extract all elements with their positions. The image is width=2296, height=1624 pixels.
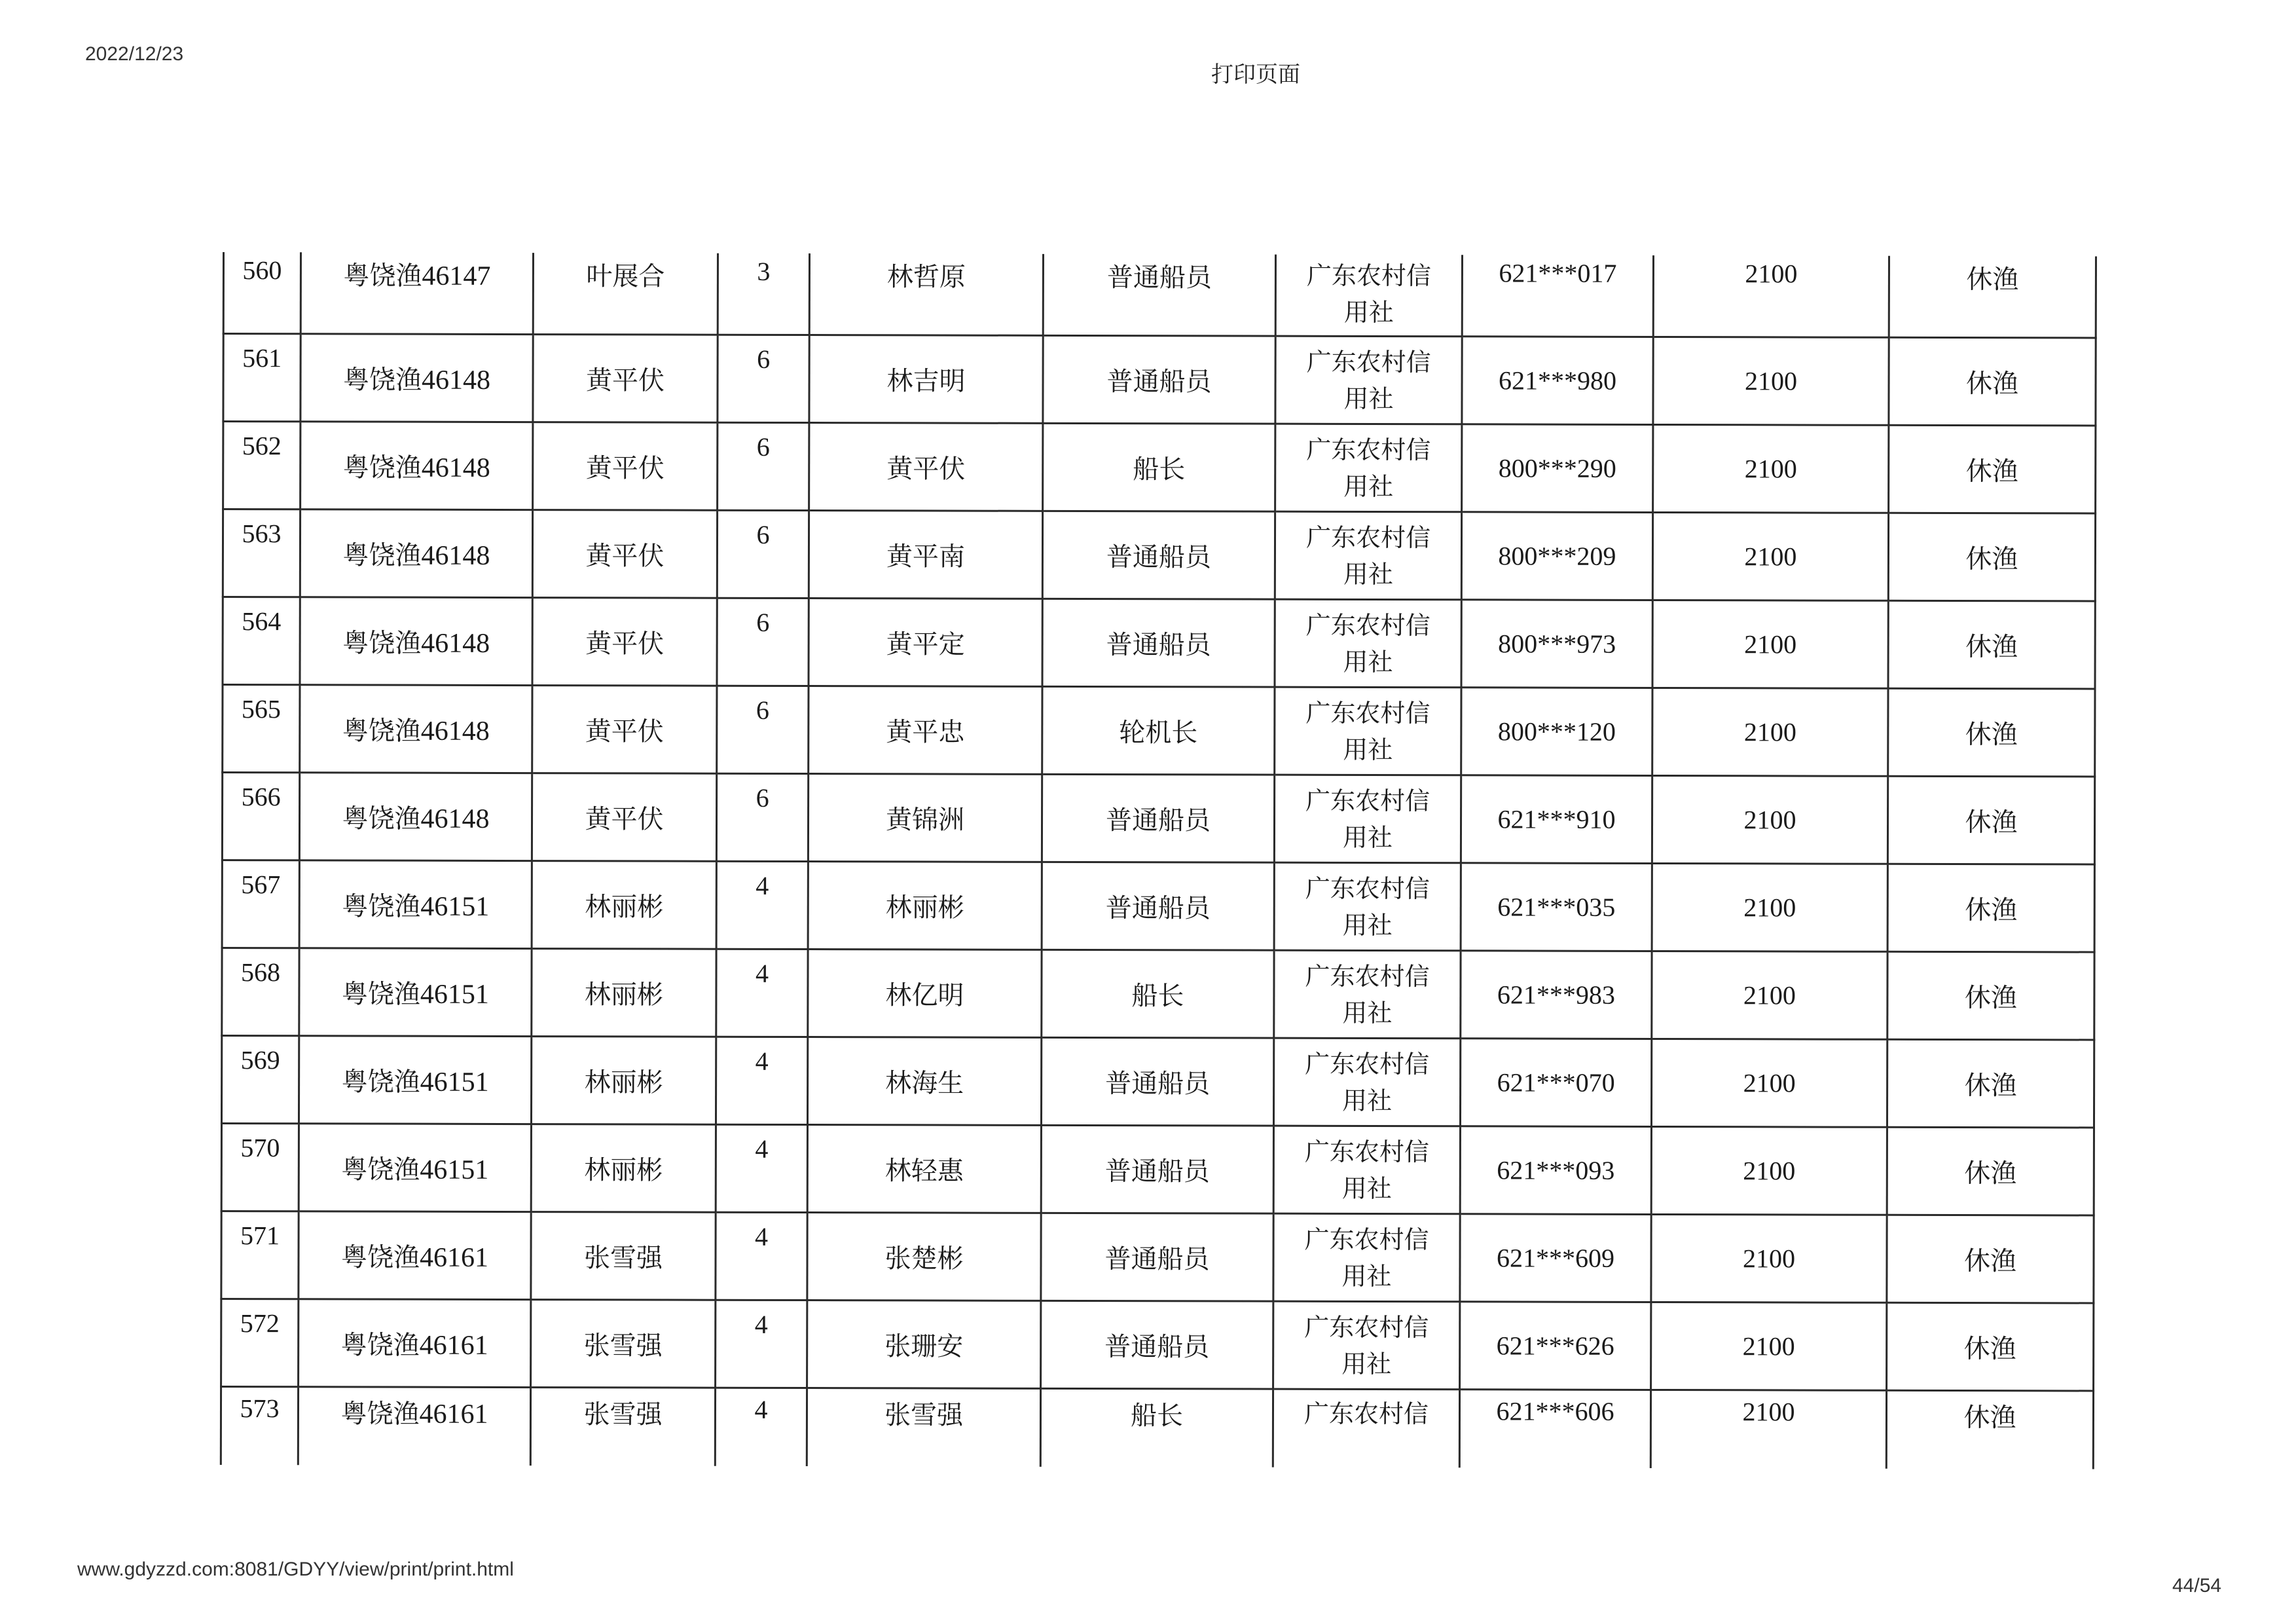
ship-prefix: 粤饶渔 xyxy=(340,1330,420,1361)
ship-id xyxy=(300,685,532,773)
crew-name: 林海生 xyxy=(807,1037,1041,1126)
print-date: 2022/12/23 xyxy=(85,43,184,65)
ship-id xyxy=(299,773,532,861)
ship-prefix: 粤饶渔 xyxy=(340,1399,420,1430)
crew-count: 4 xyxy=(716,1300,807,1388)
crew-count: 4 xyxy=(716,1124,807,1212)
ship-prefix: 粤饶渔 xyxy=(342,540,422,571)
crew-count: 6 xyxy=(718,422,809,510)
crew-count: 4 xyxy=(716,1037,807,1124)
crew-role: 船长 xyxy=(1043,423,1275,511)
ship-id xyxy=(299,860,532,949)
account-number: 621***035 xyxy=(1461,863,1652,951)
owner-name: 黄平伏 xyxy=(533,335,718,423)
crew-count: 6 xyxy=(717,686,809,773)
subsidy-amount: 2100 xyxy=(1652,775,1887,864)
crew-name: 张楚彬 xyxy=(807,1213,1041,1301)
subsidy-amount: 2100 xyxy=(1651,1126,1887,1215)
account-number: 621***910 xyxy=(1461,775,1652,864)
table-row xyxy=(223,685,2095,777)
owner-name: 林丽彬 xyxy=(531,1124,716,1213)
crew-name: 黄平伏 xyxy=(809,423,1043,511)
account-number: 621***609 xyxy=(1460,1214,1651,1302)
crew-role: 普通船员 xyxy=(1042,511,1275,599)
table-body xyxy=(221,252,2096,1469)
crew-role: 普通船员 xyxy=(1042,774,1274,862)
ship-prefix: 粤饶渔 xyxy=(342,803,421,834)
ship-number: 46151 xyxy=(420,891,490,922)
crew-count: 6 xyxy=(716,773,808,861)
bank-name-line2: 用社 xyxy=(1343,559,1393,589)
crew-count: 6 xyxy=(718,335,809,422)
crew-role: 普通船员 xyxy=(1042,599,1275,687)
bank-name-line1: 广东农村信 xyxy=(1306,347,1431,377)
row-number: 571 xyxy=(221,1211,299,1299)
bank-name-line1: 广东农村信 xyxy=(1305,1049,1430,1079)
subsidy-amount: 2100 xyxy=(1651,1039,1887,1127)
subsidy-type: 休渔 xyxy=(1886,1390,2093,1469)
bank-name xyxy=(1275,424,1462,512)
bank-name-line1: 广东农村信 xyxy=(1305,523,1431,552)
table-row xyxy=(222,948,2094,1040)
ship-number: 46148 xyxy=(422,365,491,396)
row-number: 569 xyxy=(221,1036,299,1124)
bank-name xyxy=(1275,255,1462,337)
ship-id xyxy=(299,1299,531,1388)
subsidy-type: 休渔 xyxy=(1887,1215,2094,1303)
bank-name-line2: 用社 xyxy=(1342,822,1393,852)
subsidy-type: 休渔 xyxy=(1889,425,2096,513)
ship-prefix: 粤饶渔 xyxy=(340,1242,420,1273)
table-row xyxy=(223,252,2096,338)
bank-name xyxy=(1274,950,1461,1039)
account-number: 621***980 xyxy=(1462,337,1653,425)
subsidy-type: 休渔 xyxy=(1887,1302,2094,1391)
ship-id xyxy=(299,1211,531,1300)
ship-number: 46151 xyxy=(420,979,489,1010)
row-number: 573 xyxy=(221,1386,298,1465)
bank-name-line2: 用社 xyxy=(1343,471,1394,501)
bank-name-line1: 广东农村信 xyxy=(1305,786,1430,815)
subsidy-amount: 2100 xyxy=(1651,1214,1887,1302)
table-row xyxy=(223,334,2096,426)
subsidy-type: 休渔 xyxy=(1888,513,2095,601)
row-number: 568 xyxy=(222,948,299,1036)
bank-name-line1: 广东农村信 xyxy=(1303,1399,1429,1429)
table-row xyxy=(221,1036,2094,1128)
ship-number: 46161 xyxy=(419,1330,488,1361)
table-row xyxy=(221,1386,2093,1469)
account-number: 621***093 xyxy=(1460,1126,1651,1215)
account-number: 621***606 xyxy=(1459,1390,1650,1468)
bank-name-line1: 广东农村信 xyxy=(1305,874,1430,903)
table-row xyxy=(223,509,2095,601)
subsidy-type: 休渔 xyxy=(1888,600,2095,689)
crew-count: 4 xyxy=(716,861,808,949)
row-number: 572 xyxy=(221,1299,299,1386)
owner-name: 黄平伏 xyxy=(533,422,718,511)
subsidy-type: 休渔 xyxy=(1887,864,2094,952)
bank-name xyxy=(1273,1038,1460,1126)
bank-name xyxy=(1274,775,1461,863)
subsidy-type: 休渔 xyxy=(1889,337,2096,426)
page-number: 44/54 xyxy=(2172,1575,2222,1596)
crew-name: 张雪强 xyxy=(807,1388,1040,1467)
account-number: 800***290 xyxy=(1462,424,1653,513)
ship-id xyxy=(301,252,533,334)
bank-name xyxy=(1274,862,1461,951)
subsidy-type: 休渔 xyxy=(1887,951,2094,1040)
bank-name-line1: 广东农村信 xyxy=(1305,698,1430,728)
ship-prefix: 粤饶渔 xyxy=(342,628,422,659)
subsidy-type: 休渔 xyxy=(1887,776,2094,864)
ship-prefix: 粤饶渔 xyxy=(342,891,421,922)
bank-name-line1: 广东农村信 xyxy=(1306,435,1431,464)
crew-name: 林亿明 xyxy=(808,950,1042,1038)
bank-name-line2: 用社 xyxy=(1341,1086,1393,1115)
subsidy-type: 休渔 xyxy=(1889,256,2096,338)
subsidy-amount: 2100 xyxy=(1652,951,1887,1039)
owner-name: 林丽彬 xyxy=(532,861,716,950)
crew-name: 张珊安 xyxy=(807,1301,1041,1389)
ship-prefix: 粤饶渔 xyxy=(341,1154,420,1185)
ship-id xyxy=(300,597,532,686)
subsidy-table xyxy=(220,252,2097,1469)
crew-count: 4 xyxy=(716,1212,807,1300)
ship-prefix: 粤饶渔 xyxy=(343,365,422,396)
account-number: 621***626 xyxy=(1460,1302,1651,1390)
table-row xyxy=(222,773,2094,864)
bank-name xyxy=(1275,687,1461,775)
bank-name-line1: 广东农村信 xyxy=(1305,610,1430,640)
subsidy-amount: 2100 xyxy=(1653,255,1889,337)
bank-name-line2: 用社 xyxy=(1343,735,1393,764)
page-url: www.gdyzzd.com:8081/GDYY/view/print/print.html xyxy=(77,1559,514,1580)
table-row xyxy=(221,1299,2094,1390)
ship-number: 46147 xyxy=(422,261,491,291)
crew-name: 林丽彬 xyxy=(808,862,1042,950)
subsidy-amount: 2100 xyxy=(1653,337,1889,425)
bank-name-line1: 广东农村信 xyxy=(1305,961,1430,991)
crew-role: 轮机长 xyxy=(1042,686,1275,775)
bank-name-line2: 用社 xyxy=(1343,297,1394,327)
owner-name: 张雪强 xyxy=(531,1300,716,1388)
crew-count: 4 xyxy=(715,1388,807,1466)
owner-name: 黄平伏 xyxy=(532,686,717,774)
bank-name-line2: 用社 xyxy=(1343,384,1394,413)
table-row xyxy=(222,860,2094,952)
row-number: 561 xyxy=(223,334,301,422)
owner-name: 黄平伏 xyxy=(532,510,717,599)
ship-number: 46151 xyxy=(420,1067,489,1098)
ship-number: 46148 xyxy=(420,803,490,834)
bank-name xyxy=(1275,511,1461,600)
crew-name: 林吉明 xyxy=(809,335,1043,424)
crew-count: 6 xyxy=(717,598,809,686)
crew-count: 3 xyxy=(718,253,809,335)
ship-prefix: 粤饶渔 xyxy=(343,261,422,291)
bank-name-line2: 用社 xyxy=(1342,998,1393,1027)
ship-prefix: 粤饶渔 xyxy=(341,1067,420,1098)
crew-role: 普通船员 xyxy=(1041,1125,1273,1213)
table-row xyxy=(223,597,2095,689)
bank-name xyxy=(1273,1126,1460,1214)
ship-id xyxy=(299,1124,531,1212)
crew-name: 林哲原 xyxy=(809,253,1043,335)
crew-role: 普通船员 xyxy=(1043,254,1275,336)
crew-count: 6 xyxy=(717,510,809,598)
owner-name: 林丽彬 xyxy=(531,1037,716,1125)
ship-number: 46161 xyxy=(419,1399,488,1430)
account-number: 800***209 xyxy=(1461,512,1652,600)
crew-name: 黄平定 xyxy=(809,599,1042,687)
bank-name-line2: 用社 xyxy=(1343,647,1393,676)
subsidy-amount: 2100 xyxy=(1653,424,1889,513)
crew-name: 黄平忠 xyxy=(809,686,1042,775)
owner-name: 黄平伏 xyxy=(532,598,717,686)
table-row xyxy=(221,1211,2094,1302)
crew-name: 林轻惠 xyxy=(807,1125,1041,1213)
bank-name xyxy=(1273,1389,1459,1467)
account-number: 800***120 xyxy=(1461,688,1652,776)
bank-name-line2: 用社 xyxy=(1342,910,1393,940)
ship-id xyxy=(300,509,532,598)
ship-number: 46148 xyxy=(421,628,490,659)
bank-name-line1: 广东农村信 xyxy=(1304,1225,1429,1254)
row-number: 566 xyxy=(222,773,299,860)
subsidy-type: 休渔 xyxy=(1887,1127,2094,1215)
crew-role: 普通船员 xyxy=(1041,1037,1273,1126)
crew-name: 黄平南 xyxy=(809,511,1042,599)
crew-role: 普通船员 xyxy=(1041,1301,1273,1389)
bank-name-line2: 用社 xyxy=(1341,1261,1392,1291)
bank-name-line1: 广东农村信 xyxy=(1304,1312,1429,1342)
table-row xyxy=(221,1124,2094,1215)
crew-role: 普通船员 xyxy=(1041,1213,1273,1301)
row-number: 567 xyxy=(222,860,299,948)
subsidy-type: 休渔 xyxy=(1888,688,2095,777)
bank-name xyxy=(1273,1301,1460,1390)
ship-number: 46151 xyxy=(420,1154,489,1185)
bank-name-line1: 广东农村信 xyxy=(1304,1137,1429,1166)
owner-name: 林丽彬 xyxy=(532,949,716,1037)
subsidy-amount: 2100 xyxy=(1652,688,1888,776)
bank-name xyxy=(1275,336,1462,424)
row-number: 560 xyxy=(223,252,301,334)
ship-number: 46148 xyxy=(421,540,490,571)
owner-name: 黄平伏 xyxy=(532,773,716,862)
ship-id xyxy=(299,1036,531,1124)
owner-name: 张雪强 xyxy=(531,1212,716,1301)
ship-prefix: 粤饶渔 xyxy=(342,716,421,747)
subsidy-amount: 2100 xyxy=(1650,1390,1886,1468)
bank-name xyxy=(1275,599,1461,688)
table-row xyxy=(223,422,2096,513)
account-number: 621***983 xyxy=(1461,951,1652,1039)
subsidy-amount: 2100 xyxy=(1652,600,1888,688)
page-title: 打印页面 xyxy=(1211,62,1300,88)
owner-name: 张雪强 xyxy=(530,1388,715,1466)
bank-name-line2: 用社 xyxy=(1341,1349,1392,1378)
owner-name: 叶展合 xyxy=(533,253,718,335)
bank-name-line1: 广东农村信 xyxy=(1306,261,1431,291)
ship-number: 46148 xyxy=(420,716,490,747)
subsidy-amount: 2100 xyxy=(1652,863,1887,951)
row-number: 564 xyxy=(223,597,300,685)
row-number: 562 xyxy=(223,422,301,509)
bank-name-line2: 用社 xyxy=(1341,1173,1392,1203)
ship-prefix: 粤饶渔 xyxy=(341,979,420,1010)
ship-number: 46161 xyxy=(419,1242,489,1273)
ship-id xyxy=(299,948,532,1037)
row-number: 570 xyxy=(221,1124,299,1211)
crew-role: 船长 xyxy=(1040,1388,1273,1467)
crew-count: 4 xyxy=(716,949,808,1037)
account-number: 621***070 xyxy=(1460,1039,1651,1127)
ship-id xyxy=(301,422,533,510)
subsidy-amount: 2100 xyxy=(1652,512,1888,600)
account-number: 621***017 xyxy=(1462,255,1653,337)
crew-name: 黄锦洲 xyxy=(808,774,1042,862)
ship-number: 46148 xyxy=(421,452,490,483)
subsidy-amount: 2100 xyxy=(1651,1302,1887,1390)
bank-name xyxy=(1273,1213,1460,1302)
account-number: 800***973 xyxy=(1461,600,1652,688)
ship-id xyxy=(298,1387,530,1466)
row-number: 563 xyxy=(223,509,300,597)
crew-role: 普通船员 xyxy=(1042,862,1274,950)
crew-role: 船长 xyxy=(1042,950,1274,1038)
row-number: 565 xyxy=(223,685,300,773)
subsidy-type: 休渔 xyxy=(1887,1039,2094,1128)
ship-id xyxy=(301,334,533,422)
ship-prefix: 粤饶渔 xyxy=(342,452,422,483)
crew-role: 普通船员 xyxy=(1043,335,1275,424)
